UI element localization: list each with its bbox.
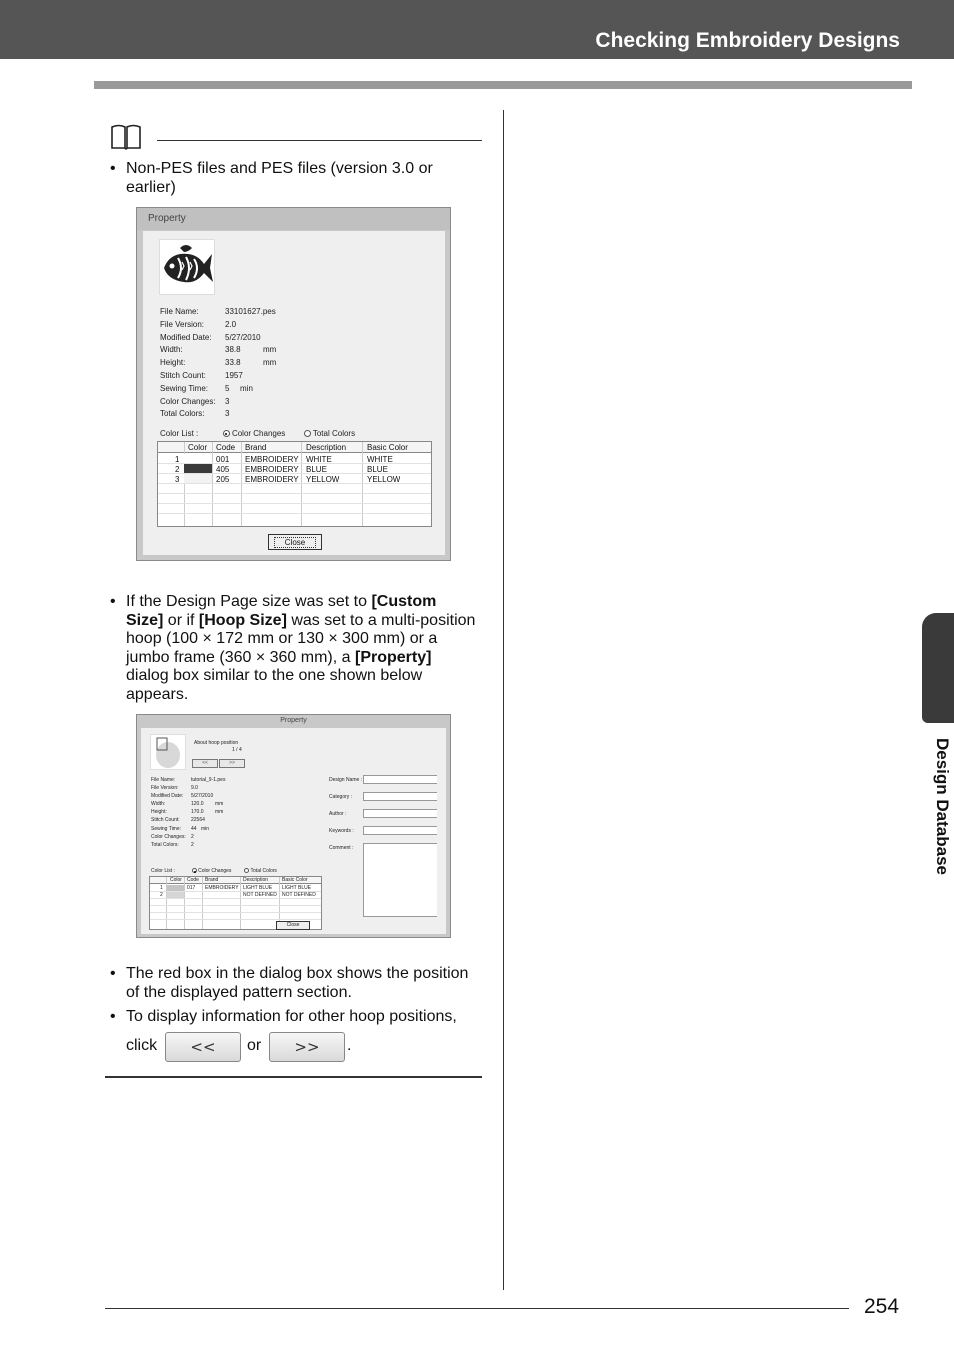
property-dialog-hoop-screenshot [136, 714, 451, 938]
bullet-other-hoops: • To display information for other hoop positions, [110, 1008, 457, 1025]
hoop-page-indicator: 1 / 4 [232, 747, 242, 753]
dialog-body: About hoop position 1 / 4 << >> File Name: tutorial_9-1.pes File Version: 9.0 Modified Date: 5/27/2010 Width: 120.0 mm Height: 170.0 mm Stitch Count: 22564 Sewing Time: 44 min Color Changes: 2 Total Colors: 2 Color List : Color Changes Total Colors Color Code Brand Description Basic Color 1 017 EMBROIDERY LIGHT BLUE LIGHT BLUE 2 NOT DEFINED NOT DEFINED Design Name : Category : Author : Keywords : Comment : Close [141, 728, 446, 934]
comment-label: Comment : [329, 845, 354, 851]
color-list-options [160, 429, 355, 438]
comment-field[interactable] [363, 843, 437, 917]
fish-design-icon [160, 240, 214, 294]
author-field[interactable] [363, 809, 437, 818]
color-changes-radio[interactable] [223, 430, 230, 437]
design-thumbnail [150, 734, 186, 770]
period-text: . [347, 1037, 352, 1054]
property-dialog-screenshot [136, 207, 451, 561]
dialog-body: File Name: 33101627.pes File Version: 2.0 Modified Date: 5/27/2010 Width: 38.8 mm Height: 33.8 mm Stitch Count: 1957 Sewing Time: 5 min Color Changes: 3 Total Colors: 3 Color List : Color Changes Total Colors Color Code Brand Description Basic Color 1 001 EMBROIDERY WHITE WHITE 2 405 EMBROIDERY BLUE BLUE 3 205 EMBROIDERY YELLOW YELLOW Close [143, 231, 445, 555]
total-colors-radio[interactable] [304, 430, 311, 437]
keywords-label: Keywords : [329, 828, 354, 834]
next-hoop-button[interactable]: >> [269, 1032, 345, 1062]
design-name-field[interactable] [363, 775, 437, 784]
table-header: Color Code Brand Description Basic Color [150, 877, 321, 884]
color-swatch [184, 454, 212, 463]
or-text: or [247, 1037, 262, 1054]
color-list-table: Color Code Brand Description Basic Color 1 001 EMBROIDERY WHITE WHITE 2 405 EMBROIDERY BLUE BLUE 3 205 EMBROIDERY YELLOW YELLOW [157, 441, 432, 527]
color-swatch [184, 474, 212, 483]
design-name-label: Design Name : [329, 777, 363, 783]
color-list-table: Color Code Brand Description Basic Color 1 017 EMBROIDERY LIGHT BLUE LIGHT BLUE 2 NOT DEFINED NOT DEFINED [149, 876, 322, 930]
page-header-title: Checking Embroidery Designs [595, 29, 900, 52]
total-colors-radio[interactable] [244, 868, 249, 873]
open-book-icon [110, 123, 142, 151]
header-rule [94, 81, 912, 89]
color-changes-label: Color Changes [231, 429, 286, 438]
category-label: Category : [329, 794, 353, 800]
chapter-tab-label: Design Database [933, 738, 952, 875]
note-rule [157, 140, 482, 141]
header-bar [0, 0, 954, 59]
hoop-size-keyword: [Hoop Size] [198, 611, 287, 629]
author-label: Author : [329, 811, 347, 817]
dialog-title: Property [280, 717, 307, 724]
close-button[interactable]: Close [276, 921, 310, 930]
close-button[interactable]: Close [268, 534, 322, 550]
bullet-red-box: • The red box in the dialog box shows the position of the displayed pattern section. [110, 965, 469, 1001]
table-header: Color Code Brand Description Basic Color [158, 442, 431, 453]
next-hoop-button[interactable]: >> [219, 759, 245, 768]
bullet-pes-version: • Non-PES files and PES files (version 3.0 or earlier) [110, 160, 433, 196]
color-list-label: Color List : [160, 429, 199, 438]
custom-size-keyword: [Custom Size] [126, 593, 437, 629]
design-thumbnail [159, 239, 215, 295]
hoop-position-label: About hoop position [194, 740, 239, 746]
note-end-rule [105, 1076, 482, 1078]
prev-hoop-button[interactable]: << [165, 1032, 241, 1062]
dialog-title: Property [148, 213, 186, 224]
dialog-titlebar [137, 715, 450, 727]
color-swatch [184, 464, 212, 473]
total-colors-label: Total Colors [312, 429, 356, 438]
dialog-titlebar [137, 208, 450, 230]
color-list-options: Color List : Color Changes Total Colors [151, 868, 277, 874]
prev-hoop-button[interactable]: << [192, 759, 218, 768]
category-field[interactable] [363, 792, 437, 801]
property-keyword: [Property] [354, 648, 432, 666]
page-number: 254 [864, 1295, 900, 1318]
color-changes-radio[interactable] [192, 868, 197, 873]
footer-rule [105, 1308, 849, 1309]
bullet-custom-size: • If the Design Page size was set to [Custom Size] or if [Hoop Size] was set to a multi-position hoop (100 × 172 mm or 130 × 300 mm) or a jumbo frame (360 × 360 mm), a [Property] dialog box similar to the one shown below appears. [110, 593, 476, 703]
chapter-tab [922, 613, 954, 723]
column-divider [503, 110, 504, 1290]
keywords-field[interactable] [363, 826, 437, 835]
color-swatch [167, 892, 184, 898]
color-swatch [167, 885, 184, 891]
hoop-preview-icon [151, 735, 185, 769]
bullet-text: Non-PES files and PES files (version 3.0 or earlier) [126, 160, 433, 196]
click-text: click [126, 1037, 158, 1054]
